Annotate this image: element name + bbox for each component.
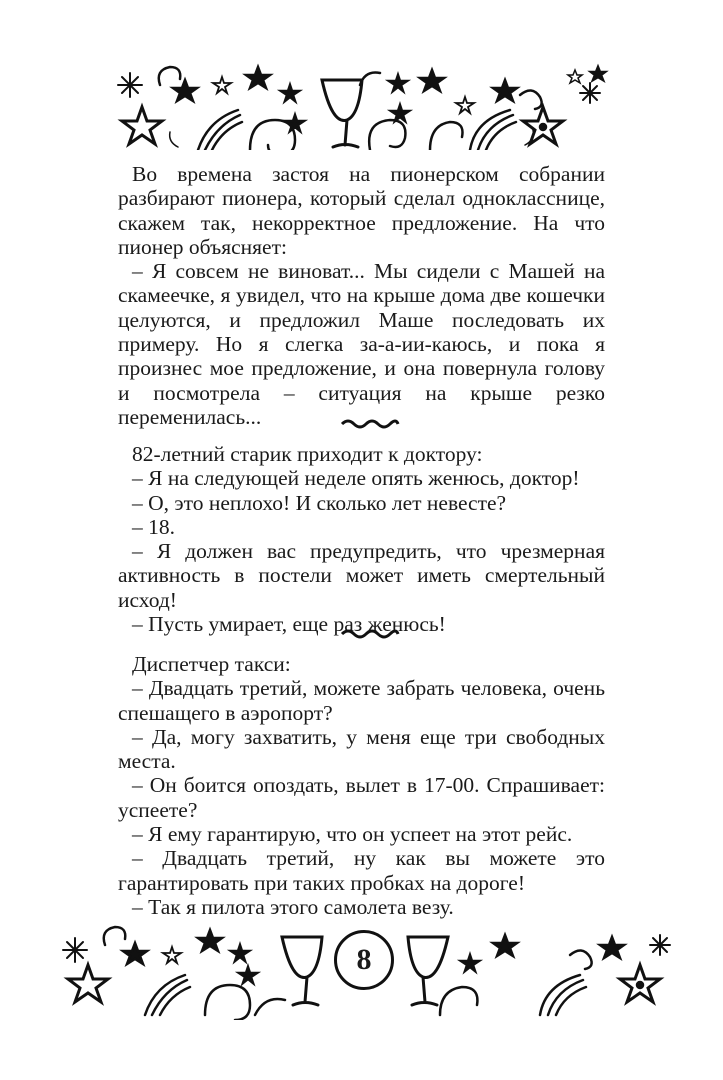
paragraph: 82-летний старик приходит к доктору: (132, 442, 483, 466)
star-icon (568, 70, 582, 83)
wine-glass-icon (282, 937, 322, 1005)
paragraph: – Я совсем не виноват... Мы сидели с Машей на скамеечке, я увидел, что на крыше дома две кошечки целуются, и предложил Маше последовать их примеру. Но я слегка за-а-ии-каюсь, и пока я произнес мое предложение, и она повернула голову и посмотрела – ситуация на крыше резко переменилась... (118, 259, 605, 429)
wine-glass-icon (408, 937, 448, 1005)
wine-glass-icon (322, 80, 362, 147)
star-icon (231, 945, 249, 961)
sparkle-icon (650, 935, 670, 955)
star-icon (461, 955, 479, 971)
star-icon (389, 75, 407, 91)
star-icon (493, 935, 517, 956)
comet-icon (540, 975, 586, 1015)
star-icon (239, 967, 257, 983)
swirl-icon (570, 950, 592, 969)
section-separator-icon (338, 626, 402, 640)
star-icon (163, 947, 181, 963)
page-number: 8 (356, 943, 372, 976)
star-icon (213, 77, 231, 93)
star-icon (493, 80, 517, 101)
sparkle-icon (580, 83, 600, 103)
paragraph: – Я ему гарантирую, что он успеет на этот рейс. (132, 822, 573, 847)
swirl-icon (170, 132, 178, 147)
top-decorative-ornament (0, 55, 723, 150)
swirl-icon (104, 927, 126, 945)
paragraph: Диспетчер такси: (132, 652, 291, 676)
star-icon (420, 70, 444, 91)
paragraph: – Я на следующей неделе опять женюсь, доктор! (132, 466, 580, 491)
star-icon (391, 105, 409, 121)
paragraph: – Двадцать третий, можете забрать человека, очень спешащего в аэропорт? (118, 676, 605, 725)
paragraph: – Двадцать третий, ну как вы можете это гарантировать при таких пробках на дороге! (118, 846, 605, 895)
star-icon (591, 67, 605, 80)
paragraph: – 18. (132, 514, 175, 539)
joke-block-3 (118, 652, 605, 919)
section-separator-icon (338, 416, 402, 430)
swirl-icon (520, 90, 542, 109)
sparkle-icon (118, 73, 142, 97)
swirl-icon (250, 120, 295, 150)
star-icon (456, 97, 474, 113)
star-icon (600, 937, 624, 958)
paragraph: – Я должен вас предупредить, что чрезмерная активность в постели может иметь смертельный исход! (118, 539, 605, 612)
star-icon (198, 930, 222, 951)
paragraph: – Пусть умирает, еще раз женюсь! (132, 612, 446, 637)
star-icon (173, 80, 197, 101)
swirl-icon (205, 985, 250, 1020)
star-icon (68, 965, 108, 1002)
star-icon (123, 943, 147, 964)
swirl-icon (159, 67, 181, 85)
star-icon (246, 67, 270, 88)
comet-icon (145, 975, 190, 1015)
paragraph: Во времена застоя на пионерском собрании разбирают пионера, который сделал однокласснице, скажем так, некорректное предложение. На что пионер объясняет: (118, 162, 605, 259)
page-number-badge (334, 930, 394, 990)
paragraph: – О, это неплохо! И сколько лет невесте? (132, 490, 507, 515)
paragraph: – Он боится опоздать, вылет в 17-00. Спрашивает: успеете? (118, 773, 605, 822)
paragraph: – Так я пилота этого самолета везу. (132, 894, 454, 919)
joke-block-2 (118, 442, 605, 636)
comet-icon (198, 110, 242, 150)
star-icon (122, 107, 162, 144)
comet-icon (470, 110, 516, 150)
swirl-icon (440, 987, 477, 1015)
sparkle-icon (63, 938, 87, 962)
joke-block-1 (118, 162, 605, 429)
swirl-icon (430, 122, 463, 150)
star-icon (281, 85, 299, 101)
swirl-icon (369, 120, 405, 150)
swirl-icon (255, 999, 285, 1015)
paragraph: – Да, могу захватить, у меня еще три свободных места. (118, 724, 605, 774)
